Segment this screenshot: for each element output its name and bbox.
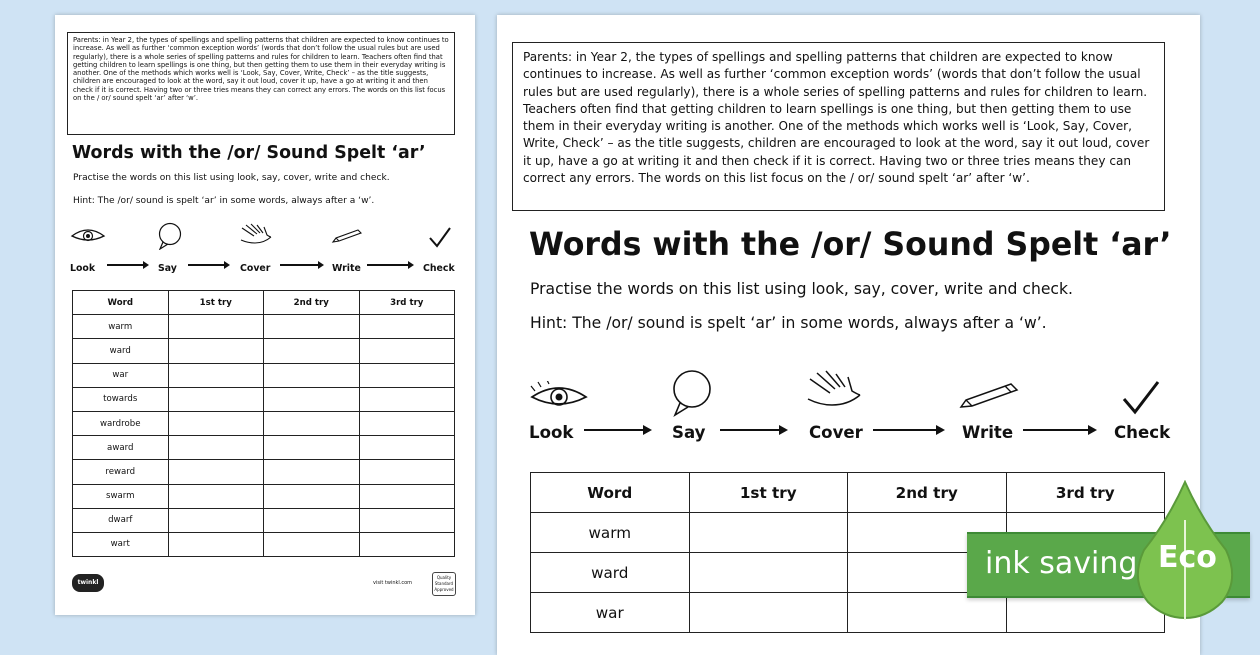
word-cell: award [73,436,169,460]
instruction-text: Practise the words on this list using look, say, cover, write and check. [73,173,390,183]
parents-note: Parents: in Year 2, the types of spellings and spelling patterns that children are expected to know continues to increase. As well as further ‘common exception words’ (words that don’t follow the usual rules but are used regularly), there is a whole series of spelling patterns and rules for children to learn. Teachers often find that getting children to learn spellings is one thing, but then getting them to use them in their everyday writing is another. One of the methods which works well is ‘Look, Say, Cover, Write, Check’ – as the title suggests, children are encouraged to look at the word, say it out loud, cover it up, have a go at writing it and then check if it is correct. Having two or three tries means they can correct any errors. The words on this list focus on the / or/ sound spelt ‘ar’ after ‘w’. [67,32,455,135]
step-check-label: Check [423,263,455,274]
step-cover-label: Cover [240,263,271,274]
table-row [73,387,455,411]
step-check-label: Check [1114,423,1171,442]
step-say-label: Say [158,263,177,274]
try-cell [168,484,264,508]
try-cell [848,593,1007,633]
arrow-icon [873,429,943,431]
header-1st-try: 1st try [168,291,264,315]
try-cell [359,411,455,435]
try-cell [689,593,848,633]
try-cell [168,508,264,532]
header-word: Word [73,291,169,315]
header-2nd-try: 2nd try [264,291,360,315]
worksheet-title: Words with the /or/ Sound Spelt ‘ar’ [529,227,1172,263]
table-row [73,436,455,460]
word-cell: wardrobe [73,411,169,435]
speech-bubble-icon [157,222,183,250]
worksheet-preview-small [55,15,475,615]
table-row [73,315,455,339]
instruction-text: Practise the words on this list using look, say, cover, write and check. [530,280,1073,298]
word-cell: towards [73,387,169,411]
try-cell [264,411,360,435]
try-cell [359,339,455,363]
try-cell [264,315,360,339]
header-3rd-try: 3rd try [1006,473,1165,513]
arrow-icon [584,429,650,431]
header-word: Word [531,473,690,513]
try-cell [359,436,455,460]
header-1st-try: 1st try [689,473,848,513]
quality-badge: Quality Standard Approved [432,572,456,596]
word-cell: ward [531,553,690,593]
try-cell [264,508,360,532]
try-cell [168,436,264,460]
try-cell [689,513,848,553]
speech-bubble-icon [669,369,715,417]
step-write-label: Write [332,263,361,274]
try-cell [359,315,455,339]
table-row [73,508,455,532]
arrow-icon [188,264,228,266]
try-cell [168,339,264,363]
word-cell: swarm [73,484,169,508]
hint-text: Hint: The /or/ sound is spelt ‘ar’ in some words, always after a ‘w’. [530,314,1047,332]
spelling-table [72,290,455,557]
try-cell [359,387,455,411]
table-header-row [73,291,455,315]
step-cover-label: Cover [809,423,863,442]
checkmark-icon [1121,379,1161,415]
try-cell [689,553,848,593]
eco-label: Eco [1158,540,1217,575]
word-cell: dwarf [73,508,169,532]
table-row [73,339,455,363]
word-cell: warm [73,315,169,339]
word-cell: wart [73,532,169,556]
checkmark-icon [428,226,452,248]
try-cell [264,436,360,460]
try-cell [168,315,264,339]
table-row [73,411,455,435]
hint-text: Hint: The /or/ sound is spelt ‘ar’ in some words, always after a ‘w’. [73,196,375,206]
eye-icon [529,381,589,411]
try-cell [359,532,455,556]
try-cell [264,363,360,387]
hand-icon [238,222,276,248]
try-cell [264,339,360,363]
word-cell: war [531,593,690,633]
try-cell [359,508,455,532]
table-row [73,363,455,387]
table-row [531,593,1165,633]
pencil-icon [330,228,364,244]
step-write-label: Write [962,423,1014,442]
word-cell: reward [73,460,169,484]
try-cell [168,411,264,435]
parents-note: Parents: in Year 2, the types of spellings and spelling patterns that children are expected to know continues to increase. As well as further ‘common exception words’ (words that don’t follow the usual rules but are used regularly), there is a whole series of spelling patterns and rules for children to learn. Teachers often find that getting children to learn spellings is one thing, but then getting them to use them in their everyday writing is another. One of the methods which works well is ‘Look, Say, Cover, Write, Check’ – as the title suggests, children are encouraged to look at the word, say it out loud, cover it up, have a go at writing it and then check if it is correct. Having two or three tries means they can correct any errors. The words on this list focus on the / or/ sound spelt ‘ar’ after ‘w’. [512,42,1165,211]
word-cell: warm [531,513,690,553]
table-row [73,484,455,508]
pencil-icon [957,381,1023,411]
try-cell [168,460,264,484]
step-say-label: Say [672,423,706,442]
header-2nd-try: 2nd try [848,473,1007,513]
try-cell [264,460,360,484]
twinkl-logo: twinkl [72,574,104,592]
try-cell [168,387,264,411]
look-say-cover-write-check [529,357,1169,442]
try-cell [264,532,360,556]
arrow-icon [367,264,412,266]
worksheet-title: Words with the /or/ Sound Spelt ‘ar’ [72,143,426,163]
footer-url: visit twinkl.com [373,580,413,586]
try-cell [359,484,455,508]
header-3rd-try: 3rd try [359,291,455,315]
try-cell [168,363,264,387]
ink-saving-text: ink saving [985,546,1138,581]
try-cell [359,460,455,484]
step-look-label: Look [529,423,574,442]
step-look-label: Look [70,263,96,274]
arrow-icon [720,429,786,431]
look-say-cover-write-check [70,222,460,274]
try-cell [264,484,360,508]
try-cell [264,387,360,411]
arrow-icon [280,264,322,266]
try-cell [168,532,264,556]
word-cell: war [73,363,169,387]
table-row [73,532,455,556]
table-row [73,460,455,484]
eye-icon [70,226,106,244]
hand-icon [804,369,866,413]
try-cell [359,363,455,387]
word-cell: ward [73,339,169,363]
table-header-row [531,473,1165,513]
arrow-icon [107,264,147,266]
arrow-icon [1023,429,1095,431]
